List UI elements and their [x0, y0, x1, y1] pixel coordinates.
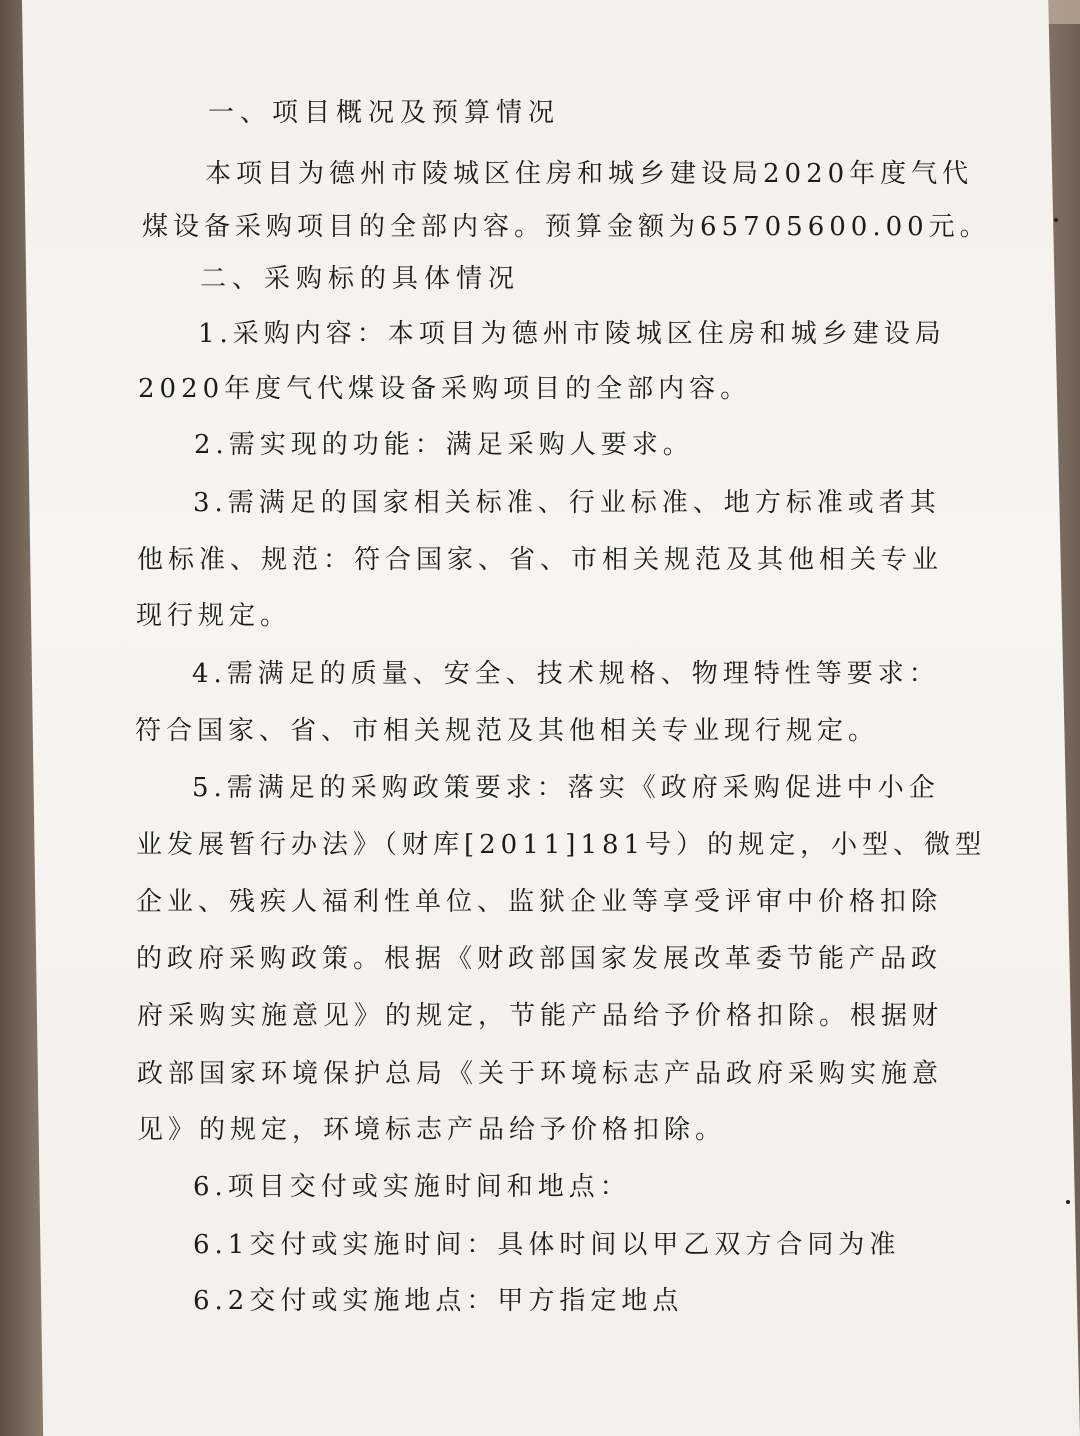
paragraph-line: 3.需满足的国家相关标准、行业标准、地方标准或者其 — [193, 488, 941, 518]
paragraph-line: 4.需满足的质量、安全、技术规格、物理特性等要求： — [192, 659, 940, 689]
section-heading-1: 一、项目概况及预算情况 — [208, 98, 561, 128]
paragraph-line: 见》的规定，环境标志产品给予价格扣除。 — [137, 1115, 727, 1145]
paragraph-line: 他标准、规范：符合国家、省、市相关规范及其他相关专业 — [137, 545, 944, 575]
section-heading-2: 二、采购标的具体情况 — [200, 264, 521, 294]
paragraph-line: 5.需满足的采购政策要求：落实《政府采购促进中小企 — [192, 773, 940, 803]
paragraph-line: 2020年度气代煤设备采购项目的全部内容。 — [138, 374, 752, 404]
paragraph-line: 6.2交付或实施地点：甲方指定地点 — [193, 1286, 684, 1316]
paragraph-line: 6.1交付或实施时间：具体时间以甲乙双方合同为准 — [193, 1230, 901, 1260]
paragraph-line: 1.采购内容：本项目为德州市陵城区住房和城乡建设局 — [198, 319, 946, 349]
paragraph-line: 煤设备采购项目的全部内容。预算金额为65705600.00元。 — [142, 212, 991, 242]
paragraph-line: 政部国家环境保护总局《关于环境标志产品政府采购实施意 — [137, 1059, 944, 1089]
paragraph-line: 6.项目交付或实施时间和地点： — [193, 1172, 631, 1202]
paragraph-line: 2.需实现的功能：满足采购人要求。 — [194, 430, 694, 460]
speck-mark — [1066, 1200, 1070, 1204]
paragraph-line: 业发展暂行办法》（财库[2011]181号）的规定，小型、微型 — [136, 830, 987, 860]
paragraph-line: 符合国家、省、市相关规范及其他相关专业现行规定。 — [135, 716, 880, 746]
paragraph-line: 现行规定。 — [136, 601, 292, 631]
paragraph-line: 的政府采购政策。根据《财政部国家发展改革委节能产品政 — [136, 944, 943, 974]
speck-mark — [1054, 218, 1058, 222]
paragraph-line: 府采购实施意见》的规定，节能产品给予价格扣除。根据财 — [137, 1001, 944, 1031]
paragraph-line: 企业、残疾人福利性单位、监狱企业等享受评审中价格扣除 — [136, 887, 943, 917]
paragraph-line: 本项目为德州市陵城区住房和城乡建设局2020年度气代 — [205, 159, 974, 189]
